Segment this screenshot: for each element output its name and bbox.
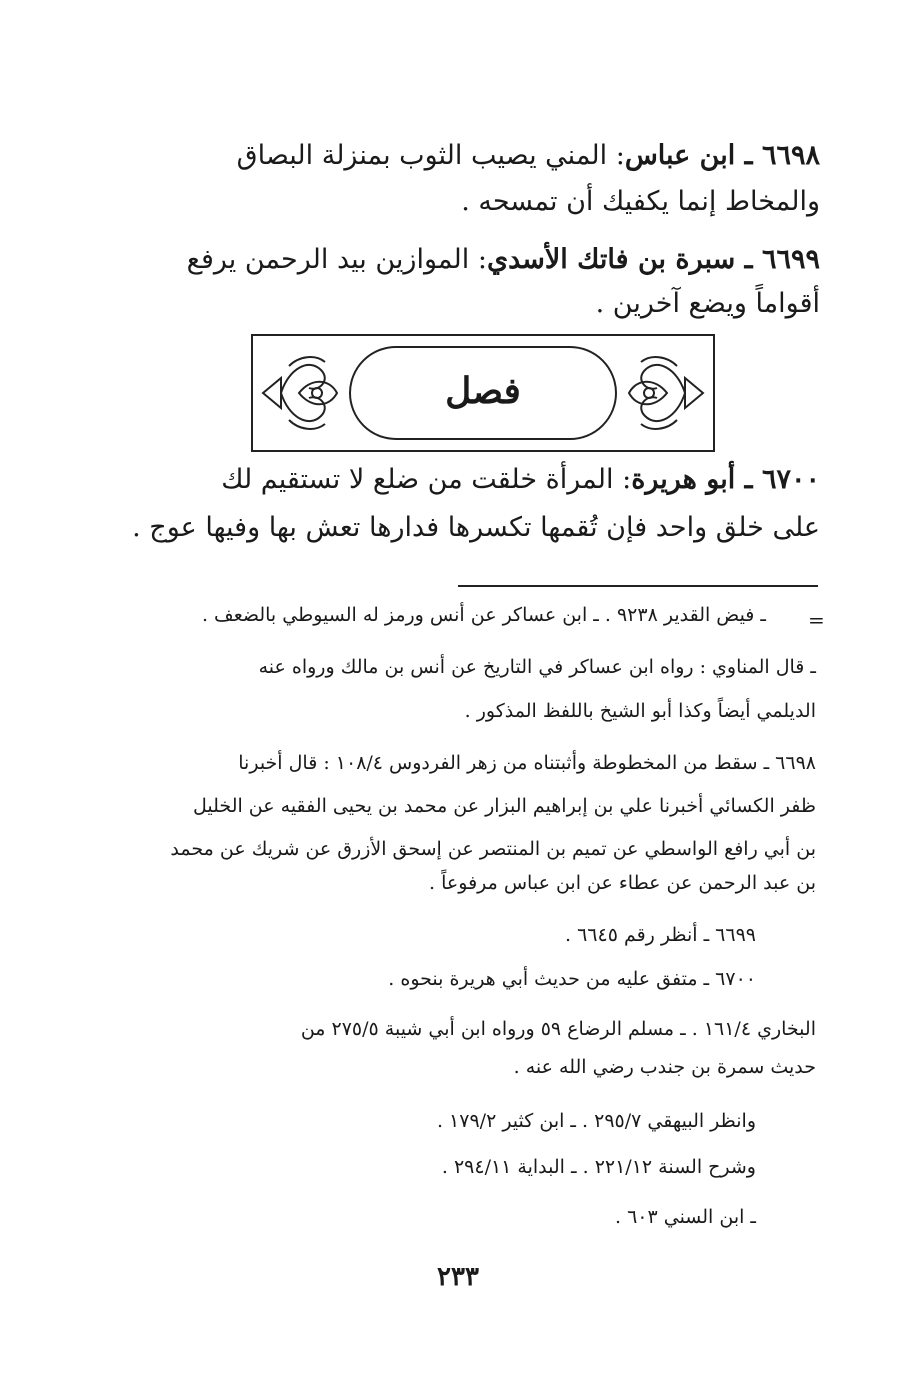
entry-narrator: أبو هريرة	[631, 464, 736, 495]
entry-text: : المني يصيب الثوب بمنزلة البصاق	[236, 140, 625, 171]
footnote-line: ظفر الكسائي أخبرنا علي بن إبراهيم البزار عن محمد بن يحيى الفقيه عن الخليل	[193, 795, 816, 817]
entry-narrator: سبرة بن فاتك الأسدي	[486, 244, 736, 275]
footnote-line: البخاري ١٦١/٤ . ـ مسلم الرضاع ٥٩ ورواه ابن أبي شيبة ٢٧٥/٥ من	[300, 1018, 816, 1040]
entry-6699-line-1	[187, 244, 820, 275]
entry-number: ٦٧٠٠ ـ	[735, 464, 820, 495]
entry-6700-line-2: على خلق واحد فإن تُقمها تكسرها فدارها تعش بها وفيها عوج .	[132, 512, 820, 543]
footnote-line: ـ قال المناوي : رواه ابن عساكر في التاريخ عن أنس بن مالك ورواه عنه	[258, 656, 816, 678]
footnote-separator	[458, 585, 818, 587]
footnote-line: بن أبي رافع الواسطي عن تميم بن المنتصر عن إسحق الأزرق عن شريك عن محمد	[170, 838, 816, 860]
arabesque-ornament-left-icon	[259, 348, 341, 438]
section-heading-frame	[251, 334, 715, 452]
section-heading-title: فصل	[445, 370, 521, 412]
entry-6699-line-2: أقواماً ويضع آخرين .	[595, 288, 820, 319]
footnote-line: وشرح السنة ٢٢١/١٢ . ـ البداية ٢٩٤/١١ .	[441, 1156, 756, 1178]
footnote-line: ٦٦٩٨ ـ سقط من المخطوطة وأثبتناه من زهر الفردوس ١٠٨/٤ : قال أخبرنا	[238, 752, 816, 774]
footnote-line: وانظر البيهقي ٢٩٥/٧ . ـ ابن كثير ١٧٩/٢ .	[436, 1110, 756, 1132]
continuation-mark: =	[808, 608, 825, 632]
entry-text: : المرأة خلقت من ضلع لا تستقيم لك	[221, 464, 632, 495]
section-heading-cartouche	[349, 346, 617, 440]
footnote-line: الديلمي أيضاً وكذا أبو الشيخ باللفظ المذكور .	[464, 700, 816, 722]
footnote-line: ٦٧٠٠ ـ متفق عليه من حديث أبي هريرة بنحوه .	[388, 968, 756, 990]
entry-number: ٦٦٩٨ ـ	[735, 140, 820, 171]
entry-6698-line-1	[237, 140, 820, 171]
footnote-line: ـ ابن السني ٦٠٣ .	[614, 1206, 756, 1228]
entry-6698-line-2: والمخاط إنما يكفيك أن تمسحه .	[461, 186, 820, 217]
entry-6700-line-1	[221, 464, 820, 495]
footnote-line: ٦٦٩٩ ـ أنظر رقم ٦٦٤٥ .	[564, 924, 756, 946]
footnote-line: حديث سمرة بن جندب رضي الله عنه .	[513, 1056, 816, 1078]
footnote-line: بن عبد الرحمن عن عطاء عن ابن عباس مرفوعاً .	[429, 872, 816, 894]
entry-text: : الموازين بيد الرحمن يرفع	[186, 244, 487, 275]
entry-number: ٦٦٩٩ ـ	[735, 244, 820, 275]
footnote-line: ـ فيض القدير ٩٢٣٨ . ـ ابن عساكر عن أنس ورمز له السيوطي بالضعف .	[201, 604, 766, 626]
page-number: ٢٣٣	[437, 1262, 479, 1292]
entry-narrator: ابن عباس	[624, 140, 736, 171]
arabesque-ornament-right-icon	[625, 348, 707, 438]
